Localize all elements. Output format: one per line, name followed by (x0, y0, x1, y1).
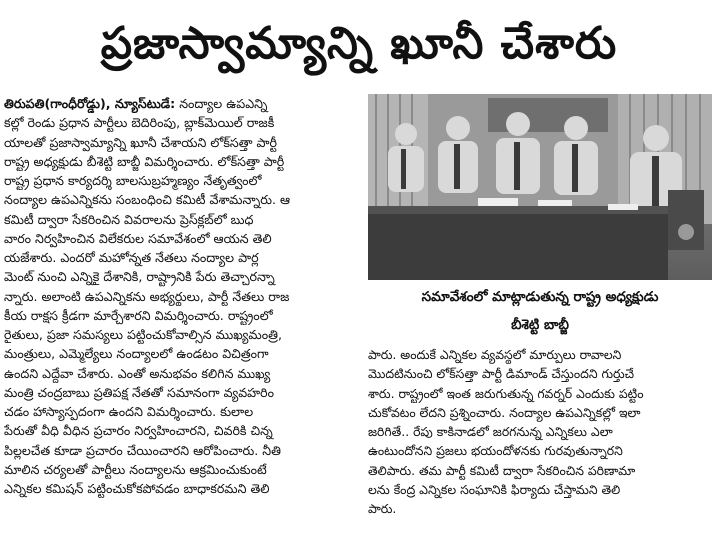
caption-line: సమావేశంలో మాట్లాడుతున్న రాష్ట్ర అధ్యక్షుడు (421, 289, 659, 305)
article-line: తెలిపారు. తమ పార్టీ కమిటీ ద్వారా సేకరించిన పరిణామా (368, 462, 636, 478)
article-left-column (4, 94, 360, 556)
article-line: మంత్రులు, ఎమ్మెల్యేలు నంద్యాలలో ఉండటం విచిత్రంగా (4, 346, 269, 362)
article-line: ఉందని ఎద్దేవా చేశారు. ఎంతో అనుభవం కలిగిన ముఖ్య (4, 365, 271, 381)
article-line: పిల్లలచేత కూడా ప్రచారం చేయించారని ఆరోపించారు. నీతి (4, 442, 281, 458)
headline: ప్రజాస్వామ్యాన్ని ఖూనీ చేశారు (100, 18, 618, 69)
article-line (4, 94, 360, 113)
article-line: మొదటినుంచి లోక్‌సత్తా పార్టీ డిమాండ్ చేస్తుందని గుర్తుచే (368, 366, 635, 382)
photo-illustration (368, 94, 712, 280)
article-line: యజేశారు. ఎందరో మహోన్నత నేతలు నంద్యాల పార్ల (4, 250, 259, 265)
photo-caption (368, 283, 712, 343)
article-line: ఉంటుందోనని ప్రజలు భయందోళనకు గురవుతున్నారని (368, 443, 623, 459)
article-line: చుకోవటం లేదని ప్రశ్నించారు. నంద్యాల ఉపఎన్నికల్లో ఇలా (368, 404, 641, 420)
article-line: రాష్ట్ర ప్రధాన కార్యదర్శి బాలసుబ్రహ్మణ్యం నేతృత్వంలో (4, 173, 262, 188)
article-line: పారు. (368, 501, 397, 516)
article-line: కల్లో రెండు ప్రధాన పార్టీలు బెదిరింపు, బ్లాక్‌మెయిల్ రాజకీ (4, 115, 275, 131)
article-line: మాలిన చర్యలతో పార్టీలు నంద్యాలను ఆక్రమించుకుంటే (4, 461, 267, 477)
article-line: రైతులు, ప్రజా సమస్యలు పట్టించుకోవాల్సిన ముఖ్యమంత్రి, (4, 327, 282, 342)
article-line: రాష్ట్ర అధ్యక్షుడు బీశెట్టి బాబ్జీ విమర్శించారు. లోక్‌సత్తా పార్టీ (4, 153, 285, 169)
article-line: మంత్రి చంద్రబాబు ప్రతిపక్ష నేతతో సమానంగా వ్యవహరిం (4, 384, 275, 400)
article-line: శారు. రాష్ట్రంలో ఇంత జరుగుతున్న గవర్నర్ ఎందుకు పట్టిం (368, 385, 644, 401)
article-line: పారు. అందుకే ఎన్నికల వ్యవస్థలో మార్పులు రావాలని (368, 347, 622, 362)
article-line: చడం హాస్యాస్పదంగా ఉందని విమర్శించారు. కులాల (4, 404, 254, 419)
article-line: జరిగితే.. రేపు కాకినాడలో జరగనున్న ఎన్నికలు ఎలా (368, 424, 613, 439)
article-line: న్నారు. అలాంటి ఉపఎన్నికను అభ్యర్థులు, పార్టీ నేతలు రాజ (4, 288, 290, 304)
article-right-column (368, 345, 712, 557)
article-line: పేరుతో వీధి వీధిన ప్రచారం నిర్వహించారని, చివరికి చిన్న (4, 423, 273, 439)
article-line: కీయ రాక్షస క్రీడగా మార్చేశారని విమర్శించారు. రాష్ట్రంలో (4, 307, 273, 323)
dateline: తిరుపతి(గాంధీరోడ్డు), న్యూస్‌టుడే: (4, 96, 176, 111)
article-line: లను కేంద్ర ఎన్నికల సంఘానికి ఫిర్యాదు చేస్తామని తెలి (368, 481, 621, 497)
press-meet-photo (368, 94, 712, 280)
article-line: కమిటీ ద్వారా సేకరించిన వివరాలను ప్రెస్‌క్లబ్‌లో బుధ (4, 211, 254, 227)
article-line: నంద్యాల ఉపఎన్నికను సంబంధించి కమిటీ వేశామన్నారు. ఆ (4, 192, 291, 208)
article-line: మెంట్ నుంచి ఎన్నికై దేశానికి, రాష్ట్రానికి పేరు తెచ్చారన్నా (4, 269, 275, 285)
article-line: వారం నిర్వహించిన విలేకరుల సమావేశంలో ఆయన తెలి (4, 230, 272, 246)
article-line: ఎన్నికల కమిషన్ పట్టించుకోకపోవడం బాధాకరమని తెలి (4, 481, 270, 496)
article-line: యాలతో ప్రజాస్వామ్యాన్ని ఖూనీ చేశాయని లోక్‌సత్తా పార్టీ (4, 134, 277, 150)
article-text: నంద్యాల ఉపఎన్ని (179, 96, 268, 111)
caption-line: బీశెట్టి బాబ్జీ (511, 317, 569, 333)
